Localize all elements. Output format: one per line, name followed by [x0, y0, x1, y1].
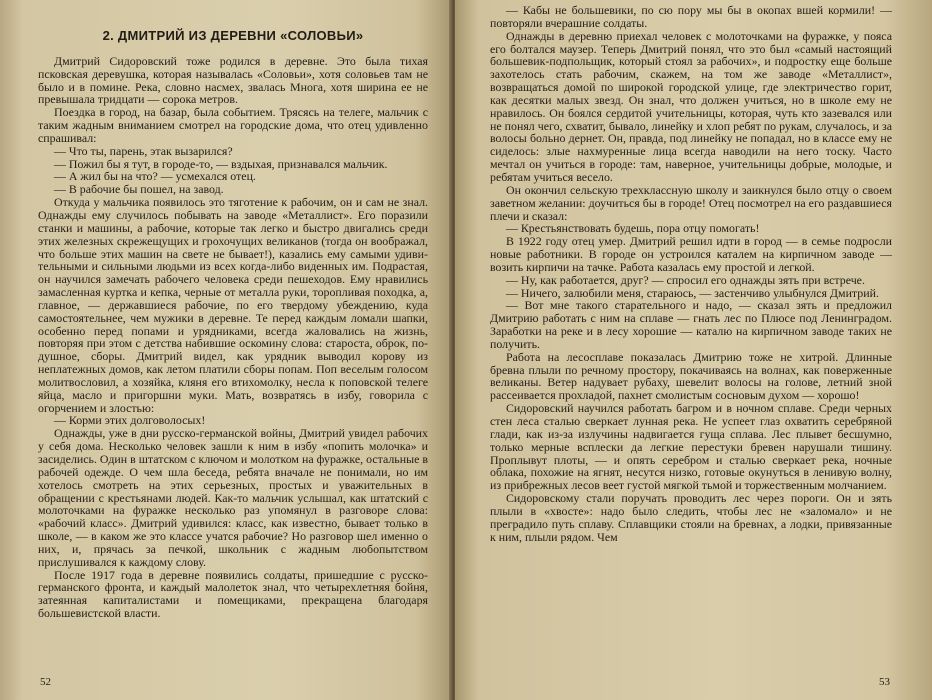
- page-number: 52: [40, 676, 51, 689]
- dialogue-line: — А жил бы на что? — усмехался отец.: [54, 169, 256, 184]
- paragraph: Поездка в город, на базар, была событием. Трясясь на телеге, мальчик с таким жадным вниманием смотрел на городские дома, что отец удивленно спрашивал:: [38, 105, 428, 145]
- chapter-heading: 2. ДМИТРИЙ ИЗ ДЕРЕВНИ «СОЛОВЬИ»: [102, 28, 364, 43]
- dialogue-line: — Вот мне такого старательного и надо, — сказал зять и предложил Дмитрию работать с ним на сплаве — гнать лес по Плюсе под Ленинградом. Заработки на реке и в лесу хорошие — каталю на кирпичном заводе таких не получить.: [490, 298, 892, 351]
- paragraph: Однажды в деревню приехал человек с молоточками на фуражке, у пояса его болтался маузер. Теперь Дмитрий понял, что это был «самый настоящий большевик-подпольщик, который стоял за рабочих», и подростку еще больше захотелось стать рабочим, скажем, на том же заводе «Металлист», возвращаться домой по широкой городской улице, где электричество горит, как десятки малых звезд. Он знал, что должен учиться, но в школе ему не нравилось. Он боялся сердитой учительницы, которая, чуть кто зазевался или не понял чего, схватит, бывало, линейку и хлоп ребят по рукам, случалось, и за волосы больно дернет. Он, правда, под линейку не попадал, но в классе ему не сиделось: злые нахмуренные лица всегда наводили на него тоску. Часто мечтал он учиться в городе: там, наверное, учительницы добрые, молодые, и ребятам учиться весело.: [490, 28, 892, 184]
- dialogue-line: — Ну, как работается, друг? — спросил его однажды зять при встрече.: [506, 272, 865, 287]
- paragraph: Сидоровскому стали поручать проводить лес через пороги. Он и зять плыли в «хвосте»: надо было следить, чтобы лес не «заломало» и не преградило путь сплаву. Сплавщики стояли на бревнах, а лодки, привязанные к ним, плыли рядом. Чем: [490, 491, 892, 544]
- paragraph: Однажды, уже в дни русско-германской войны, Дмитрий увидел рабочих у себя дома. Несколько человек зашли к ним в избу «попить молочка» и засиделись. Один в штатском с ключом и молотком на фуражке, остальные в рабочей одежде. О чем шла беседа, ребята вначале не понимали, но им хотелось смотреть на этих серьезных, простых и уважительных в обращении с крестьянами людей. Как-то мальчик услышал, как штатский с молоточками на фуражке несколько раз упомянул в разговоре слова: «рабочий класс». Дмитрий удивился: класс, как известно, бывает только в школе, — в каком же это классе учатся рабочие? Но разговор шел именно о них, и, прячась за печкой, школьник с жадным любопытством прислушивался к каждому слову.: [38, 426, 428, 569]
- dialogue-line: — Ничего, залюбили меня, стараюсь, — застенчиво улыбнулся Дмитрий.: [506, 285, 879, 300]
- left-page: [0, 0, 452, 700]
- dialogue-line: — Кабы не большевики, по сю пору мы бы в окопах вшей кормили! — повторяли вчерашние солдаты.: [490, 3, 892, 30]
- dialogue-line: — Корми этих долговолосых!: [54, 413, 206, 428]
- page-number: 53: [879, 676, 890, 689]
- paragraph: Работа на лесосплаве показалась Дмитрию тоже не хитрой. Длинные бревна плыли по речному простору, покачиваясь на волнах, как поверженные великаны. Ветер надувает рубаху, шевелит волосы на голове, летний зной рассеивается прохладой, пахнет смолистым сосновым духом — хорошо!: [490, 349, 892, 403]
- paragraph: Дмитрий Сидоровский тоже родился в деревне. Это была тихая псковская деревушка, которая называлась «Соловьи», хотя соловьев там не было и в помине. Река, словно насмех, звалась Многа, хотя ширина ее не превышала тридцати — сорока метров.: [38, 53, 428, 107]
- paragraph: Сидоровский научился работать багром и в ночном сплаве. Среди черных стен леса сталью сверкает лунная река. Не успеет глаз охватить серебряной глади, как из-за излучины надвигается гуща сплава. Лес плывет бесшумно, только мерные всплески да легкие перестуки бревен нарушали тишину. Проплывут плоты, — и опять серебром и сталью сверкает река, ночные облака, похожие на ягнят, несутся низко, готовые окунуться в ленивую волну, из прибрежных лесов веет густой мягкой тьмой и торжественным молчанием.: [490, 401, 892, 493]
- paragraph: В 1922 году отец умер. Дмитрий решил идти в город — в семье подросли новые работники. В городе он устроился каталем на кирпичном заводе — возить кирпичи на тачке. Работа казалась ему простой и легкой.: [490, 234, 892, 274]
- dialogue-line: — Пожил бы я тут, в городе-то, — вздыхая, признавался мальчик.: [54, 156, 388, 171]
- right-page: [455, 0, 932, 700]
- paragraph: Он окончил сельскую трехклассную школу и заикнулся было отцу о своем заветном желании: доучиться бы в городе! Отец посмотрел на его раздавшиеся плечи и сказал:: [490, 182, 892, 223]
- dialogue-line: — В рабочие бы пошел, на завод.: [54, 182, 224, 197]
- dialogue-line: — Что ты, парень, этак вызарился?: [54, 143, 233, 158]
- paragraph: Откуда у мальчика появилось это тяготение к рабочим, он и сам не знал. Однажды ему случилось побывать на заводе «Металлист». Его поразили станки и машины, а рабочие, которые так легко и быстро двигались среди этих железных скрежещущих и грохочущих великанов (тогда он воображал, что больше этих машин на свете не бывает!), казались ему самыми удивительными и сильными людьми из всех когда-либо виденных им. Подрастая, он научился замечать рабочего человека среди пешеходов. Ему нравились замасленная куртка и кепка, черные от металла руки, торопливая походка, а, главное, — державшиеся рабочие, по его твердому убеждению, куда самостоятельнее, чем мужики в деревне. Те перед каждым ломали шапки, особенно перед попами и урядниками, всегда жаловались на жизнь, повторяя при этом с детства набившие оскомину слова: староста, оброк, подушное, сборы. Дмитрий видел, как урядник выводил корову из неплатежных домов, как летом платили сборы попам. Поп веселым голосом молитвословил, а хозяйка, кляня его втихомолку, несла к поповской телеге яйца, масло и пригоршни муки. Мать, возвратясь в избу, говорила с огорчением и злостью:: [38, 195, 428, 415]
- dialogue-line: — Крестьянствовать будешь, пора отцу помогать!: [506, 221, 760, 236]
- paragraph: После 1917 года в деревне появились солдаты, пришедшие с русско-германского фронта, и каждый малолеток знал, что четырехлетняя бойня, затеянная капиталистами и помещиками, прекращена благодаря большевистской власти.: [38, 567, 428, 621]
